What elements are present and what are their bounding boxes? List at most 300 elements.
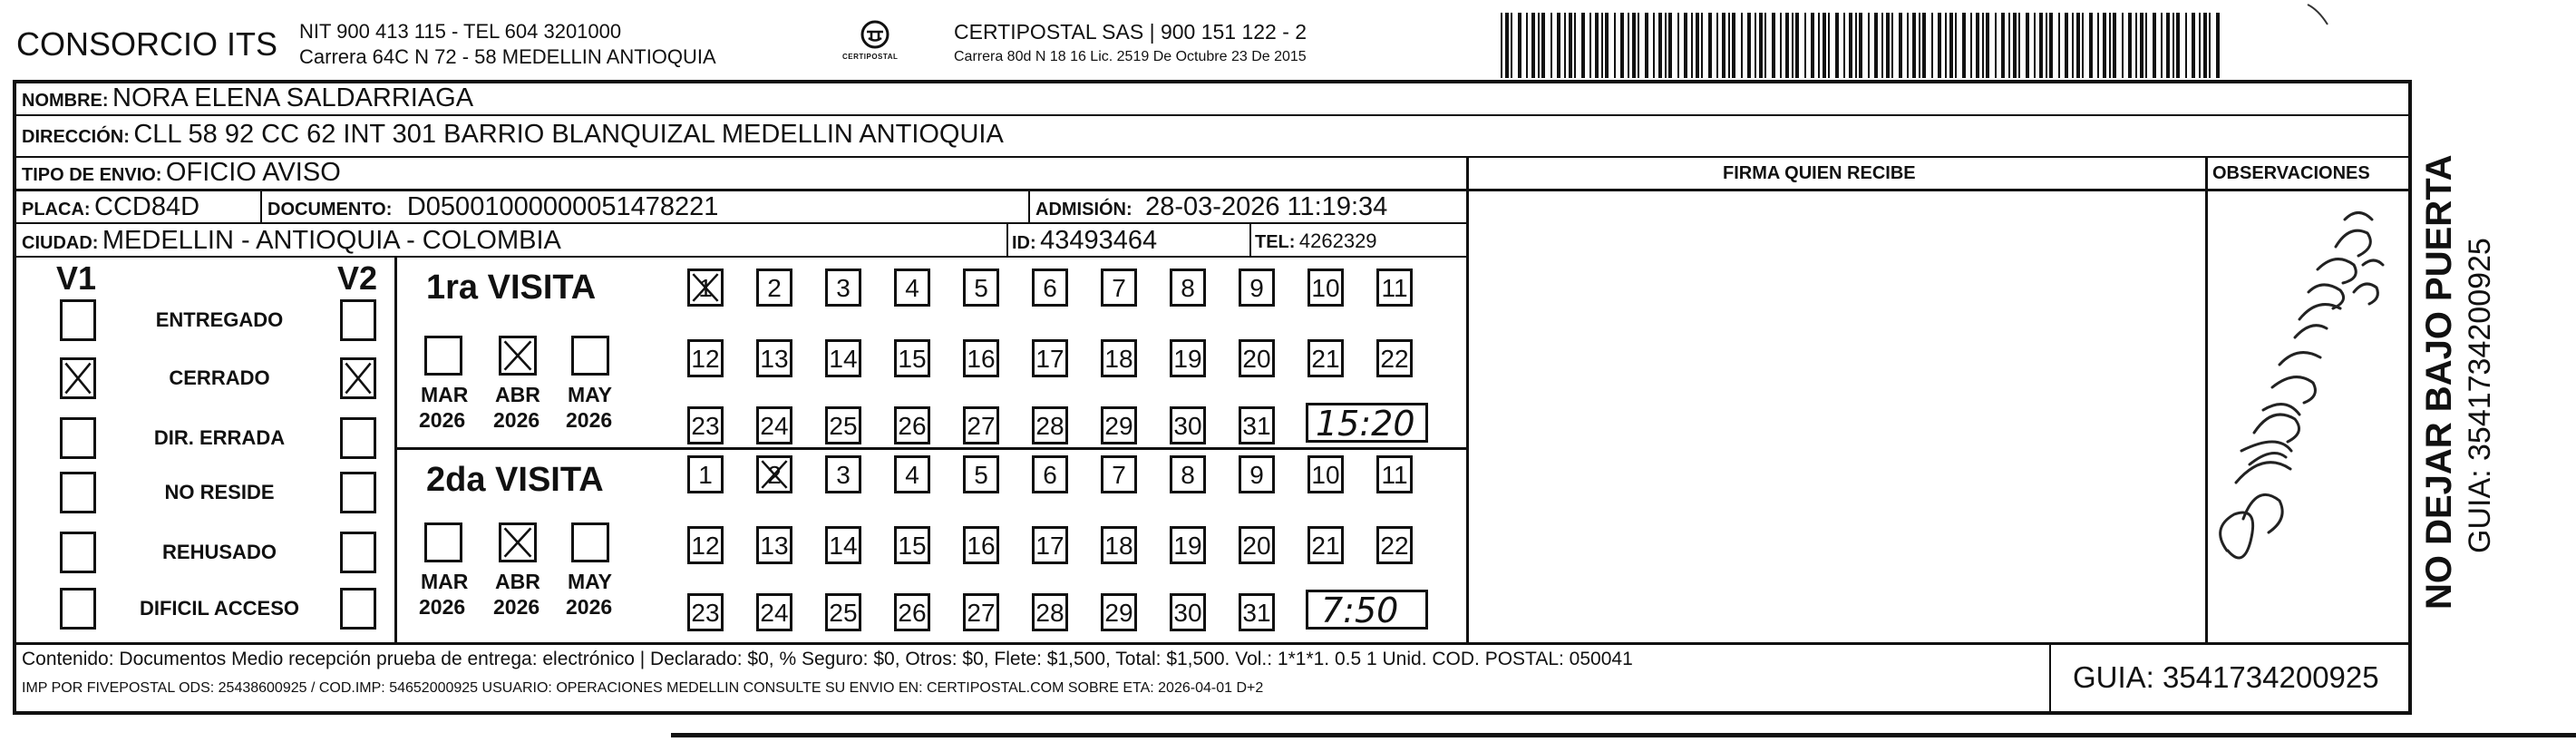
first-visit-title: 1ra VISITA (426, 268, 597, 307)
first-visit-day-cell[interactable] (1032, 268, 1068, 307)
second-visit-day-number: 12 (691, 532, 720, 560)
barcode-bar (1949, 13, 1953, 78)
second-visit-year-label: 2026 (493, 595, 540, 619)
second-visit-month-checkbox[interactable] (424, 522, 462, 562)
second-visit-day-number: 13 (760, 532, 789, 560)
second-visit-day-cell[interactable] (1239, 455, 1275, 493)
barcode-bar (1538, 13, 1540, 78)
second-visit-day-cell[interactable] (687, 455, 724, 493)
plate-label: PLACA: (22, 200, 91, 220)
barcode-bar (2039, 13, 2043, 78)
second-visit-day-number: 30 (1173, 599, 1202, 627)
v1-label: V1 (56, 259, 97, 297)
barcode-bar (1574, 13, 1576, 78)
observation-scribble (2209, 192, 2408, 641)
barcode-bar (1518, 13, 1521, 78)
second-visit-month-label: MAR (421, 570, 469, 593)
first-visit-day-number: 23 (691, 412, 720, 440)
first-visit-day-number: 19 (1173, 345, 1202, 373)
first-visit-day-cell[interactable] (687, 268, 724, 307)
barcode-bar (1605, 13, 1609, 78)
second-visit-day-cell[interactable] (756, 593, 792, 631)
barcode-bar (1986, 13, 1989, 78)
second-visit-day-number: 3 (836, 461, 851, 489)
second-visit-day-number: 31 (1242, 599, 1271, 627)
admission-value: 28-03-2026 11:19:34 (1145, 192, 1388, 221)
barcode-bar (1531, 13, 1535, 78)
barcode-bar (2097, 13, 2099, 78)
second-visit-day-number: 2 (767, 461, 782, 489)
barcode-bar (1620, 13, 1624, 78)
v2-checkbox[interactable] (340, 299, 376, 341)
first-visit-day-cell[interactable] (1239, 406, 1275, 444)
first-visit-month-label: MAY (568, 383, 612, 406)
barcode-bar (2199, 13, 2201, 78)
company-info-line2: Carrera 64C N 72 - 58 MEDELLIN ANTIOQUIA (299, 45, 716, 68)
barcode-bar (2026, 13, 2029, 78)
v1-checkbox[interactable] (60, 588, 96, 630)
first-visit-day-cell[interactable] (825, 339, 861, 377)
first-visit-day-cell[interactable] (894, 339, 930, 377)
second-visit-day-number: 24 (760, 599, 789, 627)
first-visit-month-label: ABR (495, 383, 540, 406)
barcode-bar (1564, 13, 1566, 78)
v2-checkbox[interactable] (340, 588, 376, 630)
second-visit-day-cell[interactable] (687, 593, 724, 631)
barcode-bar (1589, 13, 1591, 78)
barcode-bar (1526, 13, 1528, 78)
city-label: CIUDAD: (22, 233, 99, 253)
first-visit-day-number: 31 (1242, 412, 1271, 440)
second-visit-year-label: 2026 (566, 595, 613, 619)
barcode (1501, 13, 2226, 78)
second-visit-day-number: 21 (1311, 532, 1340, 560)
first-visit-day-number: 7 (1112, 274, 1126, 302)
second-visit-day-cell[interactable] (1032, 455, 1068, 493)
footer-imp-line: IMP POR FIVEPOSTAL ODS: 25438600925 / COD.IMP: 54652000925 USUARIO: OPERACIONES MEDELLIN CONSULTE SU ENVIO EN: CERTIPOSTAL.COM SOBRE ETA: 2026-04-01 D+2 (22, 680, 1264, 696)
barcode-bar (1638, 13, 1639, 78)
second-visit-day-cell[interactable] (1170, 526, 1206, 564)
barcode-bar (2122, 13, 2124, 78)
v2-checkbox[interactable] (340, 357, 376, 399)
first-visit-day-number: 9 (1249, 274, 1264, 302)
first-visit-day-cell[interactable] (963, 268, 999, 307)
reason-label: DIFICIL ACCESO (139, 597, 299, 620)
barcode-bar (2166, 13, 2170, 78)
second-visit-month-label: MAY (568, 570, 612, 593)
v2-checkbox[interactable] (340, 417, 376, 459)
barcode-bar (1855, 13, 1857, 78)
barcode-bar (1912, 13, 1916, 78)
first-visit-day-number: 8 (1181, 274, 1195, 302)
second-visit-day-cell[interactable] (963, 593, 999, 631)
first-visit-day-cell[interactable] (1170, 406, 1206, 444)
type-label: TIPO DE ENVIO: (22, 165, 162, 185)
first-visit-day-cell[interactable] (1170, 339, 1206, 377)
check-x-mark (759, 458, 790, 491)
barcode-bar (1728, 13, 1730, 78)
v1-checkbox[interactable] (60, 532, 96, 573)
barcode-bar (1868, 13, 1870, 78)
barcode-bar (1899, 13, 1902, 78)
second-visit-day-cell[interactable] (756, 455, 792, 493)
second-visit-day-number: 16 (967, 532, 996, 560)
first-visit-day-number: 30 (1173, 412, 1202, 440)
barcode-bar (2001, 13, 2005, 78)
second-visit-day-cell[interactable] (825, 593, 861, 631)
signature-field[interactable] (1469, 192, 2203, 641)
barcode-bar (1780, 13, 1782, 78)
barcode-bar (1962, 13, 1966, 78)
barcode-bar (2140, 13, 2143, 78)
first-visit-day-cell[interactable] (756, 268, 792, 307)
first-visit-day-number: 22 (1380, 345, 1409, 373)
name-label: NOMBRE: (22, 91, 109, 111)
first-visit-day-cell[interactable] (1376, 339, 1413, 377)
first-visit-day-cell[interactable] (756, 339, 792, 377)
second-visit-day-number: 26 (898, 599, 927, 627)
second-visit-day-cell[interactable] (687, 526, 724, 564)
first-visit-day-cell[interactable] (825, 268, 861, 307)
barcode-bar (2128, 13, 2132, 78)
admission-label: ADMISIÓN: (1035, 200, 1132, 220)
barcode-bar (1881, 13, 1883, 78)
address-label: DIRECCIÓN: (22, 127, 130, 147)
second-visit-day-cell[interactable] (1101, 455, 1137, 493)
side-guia (2463, 154, 2499, 553)
second-visit-day-cell[interactable] (894, 526, 930, 564)
barcode-bar (2192, 13, 2195, 78)
barcode-bar (1601, 13, 1603, 78)
first-visit-day-number: 29 (1104, 412, 1133, 440)
second-visit-day-cell[interactable] (825, 455, 861, 493)
second-visit-month-checkbox[interactable] (571, 522, 609, 562)
barcode-bar (2076, 13, 2080, 78)
observations-header: OBSERVACIONES (2212, 163, 2370, 183)
first-visit-day-cell[interactable] (1376, 268, 1413, 307)
first-visit-day-cell[interactable] (1101, 406, 1137, 444)
check-x-mark (63, 360, 93, 396)
second-visit-time: 7:50 (1321, 591, 1399, 630)
first-visit-day-cell[interactable] (1032, 339, 1068, 377)
barcode-bar (1828, 13, 1830, 78)
barcode-bar (1722, 13, 1725, 78)
certipostal-logo (839, 18, 911, 68)
first-visit-day-number: 17 (1035, 345, 1064, 373)
barcode-bar (1970, 13, 1972, 78)
logo-text: CERTIPOSTAL (842, 53, 899, 61)
v1-checkbox[interactable] (60, 357, 96, 399)
first-visit-day-number: 18 (1104, 345, 1133, 373)
barcode-bar (1907, 13, 1909, 78)
shipment-type: OFICIO AVISO (165, 158, 341, 187)
barcode-bar (2173, 13, 2174, 78)
second-visit-day-number: 20 (1242, 532, 1271, 560)
barcode-bar (2216, 13, 2220, 78)
first-visit-month-checkbox[interactable] (424, 336, 462, 376)
second-visit-day-cell[interactable] (894, 593, 930, 631)
side-warning (2419, 102, 2459, 610)
barcode-bar (1835, 13, 1839, 78)
barcode-bar (1891, 13, 1893, 78)
v1-checkbox[interactable] (60, 299, 96, 341)
city-value: MEDELLIN - ANTIOQUIA - COLOMBIA (102, 226, 561, 255)
first-visit-month-checkbox[interactable] (571, 336, 609, 376)
barcode-bar (1653, 13, 1655, 78)
second-visit-day-number: 9 (1249, 461, 1264, 489)
first-visit-day-number: 4 (905, 274, 919, 302)
barcode-bar (1995, 13, 1997, 78)
recipient-address: CLL 58 92 CC 62 INT 301 BARRIO BLANQUIZAL MEDELLIN ANTIOQUIA (133, 120, 1004, 149)
second-visit-day-cell[interactable] (1376, 455, 1413, 493)
v2-checkbox[interactable] (340, 532, 376, 573)
second-visit-day-cell[interactable] (1032, 593, 1068, 631)
tel-value: 4262329 (1298, 229, 1377, 252)
first-visit-day-cell[interactable] (1239, 268, 1275, 307)
first-visit-day-cell[interactable] (1307, 268, 1344, 307)
first-visit-day-number: 26 (898, 412, 927, 440)
footer-guia: GUIA: 3541734200925 (2073, 660, 2379, 694)
second-visit-month-checkbox[interactable] (499, 522, 537, 562)
signature-header: FIRMA QUIEN RECIBE (1723, 163, 1916, 183)
id-value: 43493464 (1040, 226, 1158, 255)
v1-checkbox[interactable] (60, 417, 96, 459)
barcode-bar (1955, 13, 1957, 78)
barcode-bar (2034, 13, 2036, 78)
second-visit-day-cell[interactable] (1032, 526, 1068, 564)
first-visit-day-cell[interactable] (1101, 268, 1137, 307)
barcode-bar (1945, 13, 1947, 78)
reason-label: CERRADO (169, 366, 270, 389)
first-visit-day-cell[interactable] (1032, 406, 1068, 444)
barcode-bar (1569, 13, 1572, 78)
barcode-bar (1859, 13, 1862, 78)
barcode-bar (1716, 13, 1718, 78)
barcode-bar (2103, 13, 2106, 78)
second-visit-day-cell[interactable] (963, 455, 999, 493)
pen-mark (2303, 0, 2339, 36)
barcode-bar (1976, 13, 1979, 78)
first-visit-month-checkbox[interactable] (499, 336, 537, 376)
reason-label: REHUSADO (162, 541, 277, 563)
side-guia-text: GUIA: 3541734200925 (2463, 238, 2497, 553)
reason-label: DIR. ERRADA (153, 426, 286, 449)
second-visit-day-number: 17 (1035, 532, 1064, 560)
first-visit-year-label: 2026 (566, 408, 613, 432)
first-visit-day-number: 14 (829, 345, 858, 373)
first-visit-day-cell[interactable] (963, 339, 999, 377)
second-visit-day-number: 6 (1043, 461, 1057, 489)
second-visit-day-number: 8 (1181, 461, 1195, 489)
barcode-bar (2065, 13, 2068, 78)
reason-label: NO RESIDE (164, 481, 275, 503)
second-visit-day-cell[interactable] (1170, 455, 1206, 493)
barcode-bar (1785, 13, 1789, 78)
barcode-bar (1628, 13, 1629, 78)
second-visit-day-cell[interactable] (1376, 526, 1413, 564)
barcode-bar (2089, 13, 2093, 78)
first-visit-day-number: 28 (1035, 412, 1064, 440)
barcode-bar (2209, 13, 2211, 78)
second-visit-day-cell[interactable] (1307, 455, 1344, 493)
first-visit-day-cell[interactable] (1101, 339, 1137, 377)
second-visit-day-cell[interactable] (963, 526, 999, 564)
first-visit-time-box[interactable] (1306, 403, 1428, 443)
second-visit-day-cell[interactable] (1307, 526, 1344, 564)
barcode-bar (1938, 13, 1941, 78)
barcode-bar (2008, 13, 2010, 78)
second-visit-day-cell[interactable] (1239, 593, 1275, 631)
plate-value: CCD84D (94, 192, 200, 221)
v2-label: V2 (337, 259, 378, 297)
first-visit-day-number: 24 (760, 412, 789, 440)
barcode-bar (2176, 13, 2180, 78)
first-visit-day-number: 3 (836, 274, 851, 302)
barcode-bar (1505, 13, 1509, 78)
second-visit-day-number: 5 (974, 461, 988, 489)
second-visit-day-number: 28 (1035, 599, 1064, 627)
barcode-bar (1550, 13, 1552, 78)
second-visit-day-number: 19 (1173, 532, 1202, 560)
first-visit-day-cell[interactable] (1239, 339, 1275, 377)
barcode-bar (1668, 13, 1672, 78)
barcode-bar (1658, 13, 1662, 78)
barcode-bar (1795, 13, 1799, 78)
barcode-bar (1595, 13, 1599, 78)
barcode-bar (1501, 13, 1502, 78)
second-visit-day-cell[interactable] (756, 526, 792, 564)
second-visit-day-number: 7 (1112, 461, 1126, 489)
first-visit-day-number: 20 (1242, 345, 1271, 373)
second-visit-day-cell[interactable] (894, 455, 930, 493)
barcode-bar (1755, 13, 1756, 78)
second-visit-day-cell[interactable] (1170, 593, 1206, 631)
barcode-bar (1811, 13, 1814, 78)
first-visit-day-number: 10 (1311, 274, 1340, 302)
first-visit-day-number: 11 (1381, 274, 1408, 302)
first-visit-day-number: 1 (698, 274, 713, 302)
barcode-bar (1919, 13, 1920, 78)
barcode-bar (2046, 13, 2047, 78)
second-visit-day-number: 23 (691, 599, 720, 627)
barcode-bar (1701, 13, 1703, 78)
postal-line1: CERTIPOSTAL SAS | 900 151 122 - 2 (954, 20, 1307, 44)
first-visit-day-number: 2 (767, 274, 782, 302)
barcode-bar (2018, 13, 2020, 78)
v1-checkbox[interactable] (60, 472, 96, 513)
second-visit-title: 2da VISITA (426, 461, 604, 499)
first-visit-day-number: 16 (967, 345, 996, 373)
barcode-bar (1632, 13, 1636, 78)
barcode-bar (2113, 13, 2116, 78)
barcode-bar (2135, 13, 2137, 78)
barcode-bar (1886, 13, 1890, 78)
second-visit-day-number: 27 (967, 599, 996, 627)
first-visit-day-number: 13 (760, 345, 789, 373)
barcode-bar (2185, 13, 2187, 78)
barcode-bar (1696, 13, 1699, 78)
second-visit-day-cell[interactable] (1101, 526, 1137, 564)
barcode-bar (2161, 13, 2163, 78)
barcode-bar (2049, 13, 2053, 78)
second-visit-day-cell[interactable] (1239, 526, 1275, 564)
first-visit-day-cell[interactable] (894, 406, 930, 444)
barcode-bar (1931, 13, 1933, 78)
barcode-bar (1843, 13, 1845, 78)
barcode-bar (1665, 13, 1667, 78)
first-visit-day-cell[interactable] (687, 406, 724, 444)
barcode-bar (1708, 13, 1712, 78)
second-visit-day-number: 10 (1311, 461, 1340, 489)
barcode-bar (1684, 13, 1687, 78)
second-visit-day-number: 1 (698, 461, 713, 489)
second-visit-day-number: 11 (1381, 461, 1408, 489)
barcode-bar (2082, 13, 2084, 78)
first-visit-year-label: 2026 (419, 408, 466, 432)
second-visit-day-number: 14 (829, 532, 858, 560)
second-visit-day-cell[interactable] (1101, 593, 1137, 631)
barcode-bar (2013, 13, 2017, 78)
check-x-mark (343, 360, 374, 396)
check-x-mark (501, 525, 534, 560)
barcode-bar (1557, 13, 1560, 78)
first-visit-day-cell[interactable] (687, 339, 724, 377)
first-visit-day-cell[interactable] (825, 406, 861, 444)
second-visit-day-number: 15 (898, 532, 927, 560)
first-visit-day-cell[interactable] (756, 406, 792, 444)
barcode-bar (1541, 13, 1545, 78)
first-visit-day-cell[interactable] (1170, 268, 1206, 307)
barcode-bar (1804, 13, 1806, 78)
second-visit-day-number: 25 (829, 599, 858, 627)
second-visit-day-number: 22 (1380, 532, 1409, 560)
barcode-bar (1874, 13, 1878, 78)
barcode-bar (1772, 13, 1775, 78)
barcode-bar (1818, 13, 1820, 78)
first-visit-month-label: MAR (421, 383, 469, 406)
barcode-bar (2145, 13, 2147, 78)
v2-checkbox[interactable] (340, 472, 376, 513)
company-name: CONSORCIO ITS (16, 25, 278, 63)
barcode-bar (2058, 13, 2060, 78)
barcode-bar (1982, 13, 1984, 78)
barcode-bar (2072, 13, 2074, 78)
second-visit-day-number: 18 (1104, 532, 1133, 560)
document-value: D05001000000051478221 (406, 192, 719, 221)
first-visit-day-number: 25 (829, 412, 858, 440)
second-visit-time-box[interactable] (1306, 590, 1428, 630)
company-info-line1: NIT 900 413 115 - TEL 604 3201000 (299, 20, 622, 43)
first-visit-day-number: 27 (967, 412, 996, 440)
reason-label: ENTREGADO (155, 308, 284, 331)
first-visit-time: 15:20 (1316, 404, 1415, 444)
no-dejar-text: NO DEJAR BAJO PUERTA (2419, 154, 2459, 610)
barcode-bar (1677, 13, 1679, 78)
second-visit-day-number: 4 (905, 461, 919, 489)
document-label: DOCUMENTO: (267, 200, 393, 220)
first-visit-day-number: 21 (1311, 345, 1340, 373)
second-visit-month-label: ABR (495, 570, 540, 593)
second-visit-day-cell[interactable] (825, 526, 861, 564)
first-visit-day-cell[interactable] (1307, 339, 1344, 377)
first-visit-day-number: 15 (898, 345, 927, 373)
postal-line2: Carrera 80d N 18 16 Lic. 2519 De Octubre 23 De 2015 (954, 49, 1307, 64)
barcode-bar (1759, 13, 1763, 78)
first-visit-day-number: 6 (1043, 274, 1057, 302)
first-visit-day-cell[interactable] (963, 406, 999, 444)
first-visit-day-cell[interactable] (894, 268, 930, 307)
recipient-name: NORA ELENA SALDARRIAGA (112, 83, 474, 112)
